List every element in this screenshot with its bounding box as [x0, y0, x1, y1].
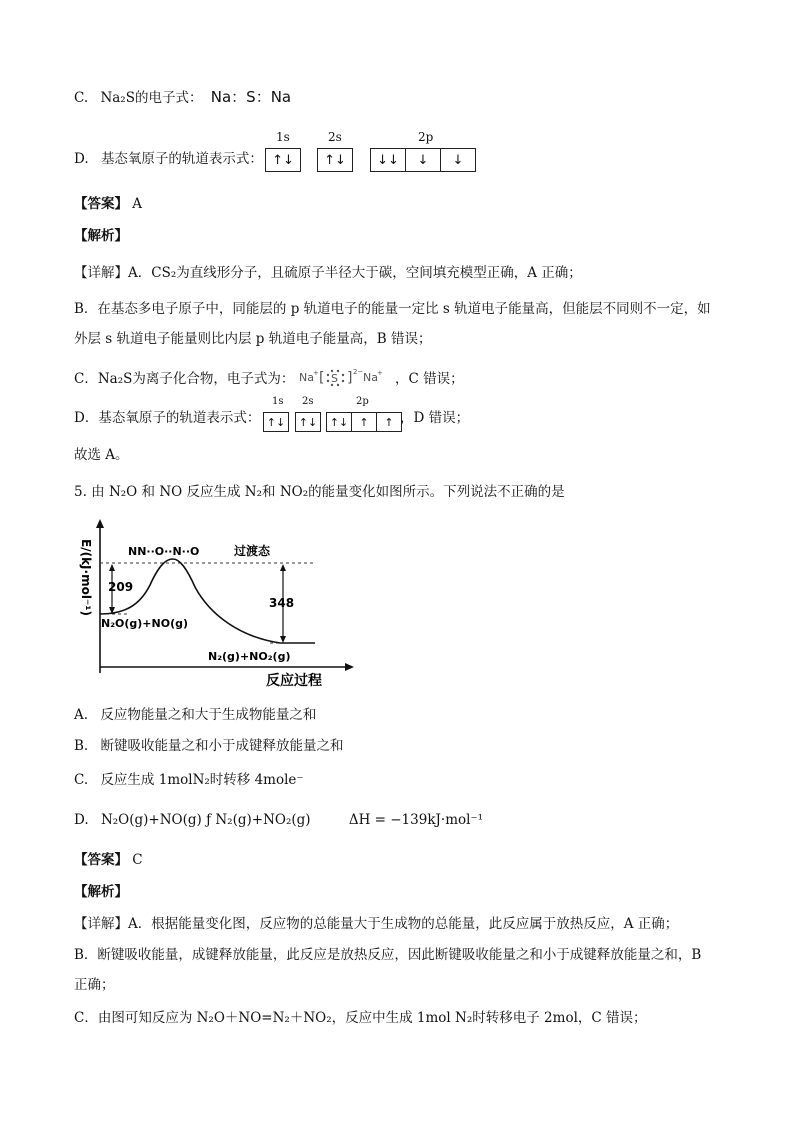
- svg-text:2−: 2−: [352, 368, 363, 376]
- orbital-cell: ↑↓: [324, 152, 346, 168]
- transition-species: NN··O··N··O: [128, 545, 200, 558]
- option-text: 反应生成 1molN₂时转移 4mole⁻: [100, 772, 304, 788]
- orbital-label-2s: 2s: [328, 130, 342, 144]
- detail-2-b2: 正确；: [74, 977, 115, 993]
- option-a: [74, 703, 316, 723]
- x-axis-label: 反应过程: [266, 673, 322, 689]
- orbital-cell: ↑: [384, 415, 394, 429]
- svg-text:]: ]: [346, 370, 353, 386]
- detail-1-b2: 外层 s 轨道电子能量则比内层 p 轨道电子能量高，B 错误；: [74, 331, 432, 347]
- option-text: 基态氧原子的轨道表示式：: [100, 151, 263, 167]
- analysis-label: 【解析】: [74, 228, 128, 244]
- detail-1-b1: B．在基态多电子原子中，同能层的 p 轨道电子的能量一定比 s 轨道电子能量高，但能层不同则不一定，如: [74, 301, 711, 317]
- option-text: Na₂S的电子式：: [100, 90, 203, 106]
- energy-diagram: [70, 515, 360, 690]
- orbital-label-2p: 2p: [356, 396, 369, 407]
- answer-value: C: [132, 852, 143, 868]
- analysis-1: [74, 224, 128, 244]
- barrier-value: 348: [269, 596, 295, 610]
- orbital-box-2p: [370, 148, 476, 172]
- orbital-cell: ↓↓: [371, 149, 406, 171]
- option-d-prev: [74, 147, 263, 167]
- option-letter: D.: [74, 812, 89, 828]
- svg-text:Na: Na: [362, 371, 378, 384]
- x-axis-arrow: [345, 663, 354, 671]
- option-b: [74, 734, 344, 754]
- detail-2-a: 【详解】A．根据能量变化图，反应物的总能量大于生成物的总能量，此反应属于放热反应，A 正确；: [74, 916, 679, 932]
- option-text: N₂O(g)+NO(g) ƒ N₂(g)+NO₂(g): [100, 812, 311, 828]
- orbital-box-2s: [317, 148, 353, 172]
- products-label: N₂(g)+NO₂(g): [208, 650, 291, 663]
- orbital-cell: ↑↓: [298, 415, 318, 429]
- detail-text: C．Na₂S为离子化合物，电子式为：: [74, 371, 295, 387]
- detail-2-b1: B．断键吸收能量，成键释放能量，此反应是放热反应，因此断键吸收能量之和小于成键释放能量之和，B: [74, 947, 702, 963]
- y-axis-arrow: [96, 519, 104, 528]
- orbital-label-2p: 2p: [418, 130, 434, 144]
- orbital-label-2s: 2s: [302, 396, 314, 407]
- conclusion-1: 故选 A。: [74, 447, 129, 463]
- question-5: 5. 由 N₂O 和 NO 反应生成 N₂和 NO₂的能量变化如图所示。下列说法不正确的是: [74, 484, 565, 500]
- answer-label: 【答案】: [74, 852, 128, 868]
- option-letter: C.: [74, 90, 89, 106]
- orbital-box-2p: [326, 412, 402, 432]
- detail-1-d: [74, 406, 260, 426]
- orbital-cell: ↓: [452, 152, 464, 168]
- answer-1: [74, 192, 142, 212]
- orbital-label-1s: 1s: [276, 130, 290, 144]
- ea-value: 209: [108, 580, 134, 594]
- answer-value: A: [132, 196, 143, 212]
- svg-text:[: [: [318, 370, 325, 386]
- reactants-label: N₂O(g)+NO(g): [101, 617, 189, 630]
- orbital-cell: ↑↓: [266, 415, 286, 429]
- svg-text:+: +: [376, 369, 383, 377]
- option-letter: A.: [74, 707, 89, 723]
- enthalpy-change: ΔH = −139kJ·mol⁻¹: [348, 812, 483, 828]
- option-d: [74, 812, 483, 828]
- option-letter: C.: [74, 772, 89, 788]
- option-c-prev: [74, 86, 291, 107]
- answer-label: 【答案】: [74, 196, 128, 212]
- orbital-cell: ↑↓: [272, 152, 294, 168]
- y-axis-label: E/(kJ·mol⁻¹): [79, 539, 93, 617]
- na2s-electron-formula: [299, 366, 391, 388]
- detail-1-d-post: ，D 错误；: [400, 410, 470, 426]
- orbital-box-1s: [265, 148, 301, 172]
- option-c: [74, 768, 304, 788]
- transition-label: 过渡态: [234, 544, 271, 558]
- svg-text:Na: Na: [298, 371, 314, 384]
- orbital-cell: ↑↓: [327, 413, 352, 431]
- orbital-cell: ↑: [352, 413, 377, 431]
- option-letter: B.: [74, 738, 89, 754]
- electron-formula: Na：S：Na: [210, 88, 292, 106]
- option-letter: D.: [74, 151, 89, 167]
- option-text: 反应物能量之和大于生成物能量之和: [100, 707, 317, 723]
- detail-text: ，C 错误；: [394, 371, 464, 387]
- detail-1-c: [74, 366, 464, 388]
- orbital-cell: ↓: [406, 149, 441, 171]
- analysis-label: 【解析】: [74, 884, 128, 900]
- svg-text:+: +: [312, 369, 319, 377]
- orbital-box-1s: [263, 412, 289, 432]
- answer-2: [74, 848, 143, 868]
- detail-1-a: 【详解】A．CS₂为直线形分子，且硫原子半径大于碳，空间填充模型正确，A 正确；: [74, 265, 582, 281]
- svg-text:S: S: [330, 372, 338, 385]
- orbital-box-2s: [295, 412, 321, 432]
- analysis-2: [74, 880, 128, 900]
- option-text: 断键吸收能量之和小于成键释放能量之和: [100, 738, 344, 754]
- orbital-label-1s: 1s: [272, 396, 284, 407]
- detail-2-c: C．由图可知反应为 N₂O＋NO=N₂＋NO₂，反应中生成 1mol N₂时转移电子 2mol，C 错误；: [74, 1010, 647, 1026]
- detail-text: D．基态氧原子的轨道表示式：: [74, 410, 261, 426]
